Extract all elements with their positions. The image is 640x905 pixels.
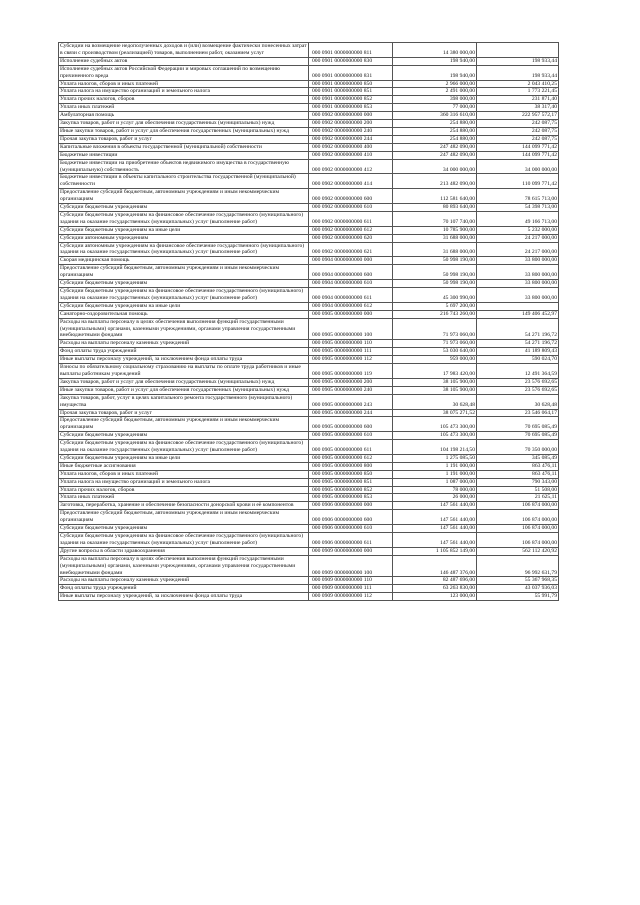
budget-code: 000 0905 0000000000 240 — [309, 386, 393, 394]
planned-amount: 112 581 640,00 — [393, 189, 477, 204]
row-name: Заготовка, переработка, хранение и обеспечение безопасности донорской крови и её компонентов — [59, 502, 309, 510]
table-row — [59, 340, 559, 348]
table-row — [59, 302, 559, 310]
executed-amount: 144 099 771,42 — [477, 151, 559, 159]
planned-amount: 80 893 640,00 — [393, 204, 477, 212]
executed-amount: 33 800 000,00 — [477, 288, 559, 303]
row-name: Субсидии бюджетным учреждениям — [59, 280, 309, 288]
executed-amount: 863 476,11 — [477, 462, 559, 470]
row-name: Уплата налога на имущество организаций и земельного налога — [59, 478, 309, 486]
executed-amount: 23 546 064,17 — [477, 409, 559, 417]
budget-code: 000 0904 0000000000 600 — [309, 265, 393, 280]
planned-amount: 30 628,48 — [393, 394, 477, 409]
row-name: Иные закупки товаров, работ и услуг для обеспечения государственных (муниципальных) нужд — [59, 386, 309, 394]
budget-code: 000 0902 0000000000 412 — [309, 159, 393, 174]
budget-code: 000 0902 0000000000 244 — [309, 135, 393, 143]
budget-code: 000 0905 0000000000 111 — [309, 348, 393, 356]
planned-amount: 2 491 000,00 — [393, 88, 477, 96]
budget-code: 000 0902 0000000000 611 — [309, 211, 393, 226]
row-name: Бюджетные инвестиции в объекты капитального строительства государственной (муниципальной) собственности — [59, 174, 309, 189]
planned-amount: 1 275 085,50 — [393, 454, 477, 462]
table-row — [59, 127, 559, 135]
table-row — [59, 378, 559, 386]
planned-amount: 31 688 000,00 — [393, 234, 477, 242]
table-row — [59, 593, 559, 601]
budget-code: 000 0902 0000000000 200 — [309, 120, 393, 128]
row-name: Иные выплаты персоналу учреждений, за исключением фонда оплаты труда — [59, 356, 309, 364]
table-row — [59, 80, 559, 88]
row-name: Прочая закупка товаров, работ и услуг — [59, 135, 309, 143]
executed-amount: 33 800 000,00 — [477, 257, 559, 265]
table-row — [59, 151, 559, 159]
executed-amount: 51 508,00 — [477, 486, 559, 494]
executed-amount: 24 217 000,00 — [477, 242, 559, 257]
budget-code: 000 0905 0000000000 243 — [309, 394, 393, 409]
table-row — [59, 211, 559, 226]
executed-amount: 78 615 713,00 — [477, 189, 559, 204]
executed-amount: 54 271 196,72 — [477, 340, 559, 348]
budget-execution-sheet — [58, 42, 558, 601]
planned-amount: 105 473 300,00 — [393, 417, 477, 432]
table-row — [59, 88, 559, 96]
executed-amount: 144 099 771,42 — [477, 143, 559, 151]
budget-code: 000 0902 0000000000 240 — [309, 127, 393, 135]
budget-code: 000 0909 0000000000 000 — [309, 547, 393, 555]
row-name: Капитальные вложения в объекты государственной (муниципальной) собственности — [59, 143, 309, 151]
budget-code: 000 0905 0000000000 000 — [309, 310, 393, 318]
row-name: Скорая медицинская помощь — [59, 257, 309, 265]
table-row — [59, 104, 559, 112]
budget-code: 000 0905 0000000000 244 — [309, 409, 393, 417]
budget-code: 000 0902 0000000000 612 — [309, 226, 393, 234]
table-row — [59, 462, 559, 470]
row-name: Уплата налога на имущество организаций и земельного налога — [59, 88, 309, 96]
planned-amount: 31 688 000,00 — [393, 242, 477, 257]
row-name: Предоставление субсидий бюджетным, автономным учреждениям и иным некоммерческим организациям — [59, 189, 309, 204]
table-row — [59, 494, 559, 502]
executed-amount: 24 217 000,00 — [477, 234, 559, 242]
planned-amount: 78 000,00 — [393, 486, 477, 494]
table-row — [59, 394, 559, 409]
planned-amount: 1 105 852 149,00 — [393, 547, 477, 555]
executed-amount — [477, 43, 559, 58]
executed-amount: 96 992 631,79 — [477, 555, 559, 577]
executed-amount: 198 933,44 — [477, 65, 559, 80]
budget-code: 000 0905 0000000000 612 — [309, 454, 393, 462]
planned-amount: 63 263 830,00 — [393, 585, 477, 593]
row-name: Предоставление субсидий бюджетным, автономным учреждениям и иным некоммерческим организациям — [59, 265, 309, 280]
executed-amount: 231 871,40 — [477, 96, 559, 104]
planned-amount: 147 561 440,00 — [393, 533, 477, 548]
executed-amount: 222 957 572,17 — [477, 112, 559, 120]
executed-amount: 41 189 809,43 — [477, 348, 559, 356]
row-name: Санаторно-оздоровительная помощь — [59, 310, 309, 318]
executed-amount: 23 576 692,65 — [477, 378, 559, 386]
planned-amount: 254 880,00 — [393, 120, 477, 128]
row-name: Иные бюджетные ассигнования — [59, 462, 309, 470]
budget-code: 000 0901 0000000000 850 — [309, 80, 393, 88]
budget-code: 000 0904 0000000000 000 — [309, 257, 393, 265]
table-row — [59, 257, 559, 265]
table-row — [59, 386, 559, 394]
planned-amount: 1 191 000,00 — [393, 462, 477, 470]
planned-amount: 198 940,00 — [393, 65, 477, 80]
executed-amount: 54 398 713,00 — [477, 204, 559, 212]
table-row — [59, 120, 559, 128]
planned-amount: 146 487 376,00 — [393, 555, 477, 577]
executed-amount: 2 043 410,25 — [477, 80, 559, 88]
budget-code: 000 0901 0000000000 852 — [309, 96, 393, 104]
row-name: Субсидии бюджетным учреждениям — [59, 204, 309, 212]
executed-amount: 23 576 692,65 — [477, 386, 559, 394]
budget-code: 000 0901 0000000000 831 — [309, 65, 393, 80]
row-name: Субсидии бюджетным учреждениям — [59, 525, 309, 533]
table-row — [59, 318, 559, 340]
row-name: Субсидии бюджетным учреждениям — [59, 432, 309, 440]
executed-amount — [477, 302, 559, 310]
executed-amount: 55 991,79 — [477, 593, 559, 601]
row-name: Субсидии бюджетным учреждениям на финансовое обеспечение государственного (муниципального) задания на оказание государственных (муниципальных) услуг (выполнение работ) — [59, 288, 309, 303]
planned-amount: 50 998 190,00 — [393, 280, 477, 288]
table-row — [59, 454, 559, 462]
budget-code: 000 0905 0000000000 800 — [309, 462, 393, 470]
planned-amount: 147 561 440,00 — [393, 525, 477, 533]
executed-amount: 70 695 085,49 — [477, 432, 559, 440]
row-name: Бюджетные инвестиции — [59, 151, 309, 159]
budget-code: 000 0909 0000000000 110 — [309, 577, 393, 585]
table-row — [59, 409, 559, 417]
row-name: Уплата налогов, сборов и иных платежей — [59, 470, 309, 478]
table-row — [59, 502, 559, 510]
budget-code: 000 0902 0000000000 400 — [309, 143, 393, 151]
table-row — [59, 356, 559, 364]
table-row — [59, 43, 559, 58]
planned-amount: 71 973 060,00 — [393, 318, 477, 340]
planned-amount: 14 380 000,00 — [393, 43, 477, 58]
budget-code: 000 0905 0000000000 850 — [309, 470, 393, 478]
planned-amount: 213 482 090,00 — [393, 174, 477, 189]
budget-code: 000 0902 0000000000 600 — [309, 189, 393, 204]
row-name: Субсидии бюджетным учреждениям на иные цели — [59, 302, 309, 310]
row-name: Иные выплаты персоналу учреждений, за исключением фонда оплаты труда — [59, 593, 309, 601]
table-row — [59, 143, 559, 151]
planned-amount: 2 966 000,00 — [393, 80, 477, 88]
budget-code: 000 0904 0000000000 610 — [309, 280, 393, 288]
planned-amount: 254 880,00 — [393, 135, 477, 143]
planned-amount: 398 000,00 — [393, 96, 477, 104]
budget-code: 000 0906 0000000000 000 — [309, 502, 393, 510]
planned-amount: 71 973 060,00 — [393, 340, 477, 348]
planned-amount: 50 998 190,00 — [393, 265, 477, 280]
executed-amount: 12 491 364,59 — [477, 364, 559, 379]
row-name: Субсидии бюджетным учреждениям на финансовое обеспечение государственного (муниципального) задания на оказание государственных (муниципальных) услуг (выполнение работ) — [59, 533, 309, 548]
executed-amount: 149 406 452,97 — [477, 310, 559, 318]
table-row — [59, 585, 559, 593]
planned-amount: 105 473 300,00 — [393, 432, 477, 440]
planned-amount: 104 198 214,50 — [393, 440, 477, 455]
table-row — [59, 533, 559, 548]
planned-amount: 198 940,00 — [393, 57, 477, 65]
row-name: Уплата иных платежей — [59, 494, 309, 502]
budget-code: 000 0902 0000000000 414 — [309, 174, 393, 189]
budget-code: 000 0906 0000000000 610 — [309, 525, 393, 533]
row-name: Фонд оплаты труда учреждений — [59, 585, 309, 593]
planned-amount: 5 697 200,00 — [393, 302, 477, 310]
row-name: Расходы на выплаты персоналу в целях обеспечения выполнения функций государственными (муниципальными) органами, казенными учреждениями, органами управления государственными внебюджетными фондами — [59, 318, 309, 340]
planned-amount: 147 561 440,00 — [393, 510, 477, 525]
budget-code: 000 0905 0000000000 112 — [309, 356, 393, 364]
row-name: Расходы на выплаты персоналу казенных учреждений — [59, 577, 309, 585]
row-name: Иные закупки товаров, работ и услуг для обеспечения государственных (муниципальных) нужд — [59, 127, 309, 135]
planned-amount: 959 000,00 — [393, 356, 477, 364]
planned-amount: 26 000,00 — [393, 494, 477, 502]
executed-amount: 590 024,70 — [477, 356, 559, 364]
table-row — [59, 265, 559, 280]
budget-code: 000 0905 0000000000 110 — [309, 340, 393, 348]
planned-amount: 360 316 610,00 — [393, 112, 477, 120]
executed-amount: 43 037 936,03 — [477, 585, 559, 593]
budget-table — [58, 42, 559, 601]
executed-amount: 106 874 000,00 — [477, 533, 559, 548]
budget-code: 000 0901 0000000000 851 — [309, 88, 393, 96]
row-name: Субсидии бюджетным учреждениям на финансовое обеспечение государственного (муниципального) задания на оказание государственных (муниципальных) услуг (выполнение работ) — [59, 440, 309, 455]
row-name: Уплата прочих налогов, сборов — [59, 486, 309, 494]
table-row — [59, 510, 559, 525]
row-name: Расходы на выплаты персоналу казенных учреждений — [59, 340, 309, 348]
row-name: Субсидии автономным учреждениям на финансовое обеспечение государственного (муниципального) задания на оказание государственных (муниципальных) услуг (выполнение работ) — [59, 242, 309, 257]
table-row — [59, 226, 559, 234]
table-row — [59, 204, 559, 212]
executed-amount: 562 112 420,92 — [477, 547, 559, 555]
row-name: Закупка товаров, работ и услуг для обеспечения государственных (муниципальных) нужд — [59, 378, 309, 386]
row-name: Расходы на выплаты персоналу в целях обеспечения выполнения функций государственными (муниципальными) органами, казенными учреждениями, органами управления государственными внебюджетными фондами — [59, 555, 309, 577]
planned-amount: 34 000 000,00 — [393, 159, 477, 174]
planned-amount: 38 075 271,52 — [393, 409, 477, 417]
executed-amount: 38 317,40 — [477, 104, 559, 112]
executed-amount: 242 087,75 — [477, 135, 559, 143]
row-name: Субсидии на возмещение недополученных доходов и (или) возмещение фактически понесенных затрат в связи с производством (реализацией) товаров, выполнением работ, оказанием услуг — [60, 43, 307, 56]
budget-code: 000 0905 0000000000 851 — [309, 478, 393, 486]
table-row — [59, 57, 559, 65]
executed-amount: 33 800 000,00 — [477, 280, 559, 288]
table-row — [59, 234, 559, 242]
planned-amount: 38 105 900,00 — [393, 378, 477, 386]
row-name: Фонд оплаты труда учреждений — [59, 348, 309, 356]
planned-amount: 10 785 900,00 — [393, 226, 477, 234]
table-row — [59, 478, 559, 486]
planned-amount: 70 107 740,00 — [393, 211, 477, 226]
budget-code: 000 0902 0000000000 620 — [309, 234, 393, 242]
table-row — [59, 112, 559, 120]
planned-amount: 53 030 640,00 — [393, 348, 477, 356]
budget-code: 000 0905 0000000000 853 — [309, 494, 393, 502]
planned-amount: 38 105 900,00 — [393, 386, 477, 394]
table-row — [59, 159, 559, 174]
executed-amount: 1 773 221,45 — [477, 88, 559, 96]
budget-code: 000 0909 0000000000 111 — [309, 585, 393, 593]
budget-code: 000 0901 0000000000 830 — [309, 57, 393, 65]
table-row — [59, 486, 559, 494]
table-row — [59, 432, 559, 440]
table-row — [59, 440, 559, 455]
planned-amount: 216 743 260,00 — [393, 310, 477, 318]
row-name: Субсидии бюджетным учреждениям на иные цели — [59, 454, 309, 462]
planned-amount: 1 191 000,00 — [393, 470, 477, 478]
budget-code: 000 0902 0000000000 000 — [309, 112, 393, 120]
table-row — [59, 135, 559, 143]
planned-amount: 50 998 190,00 — [393, 257, 477, 265]
budget-code: 000 0905 0000000000 200 — [309, 378, 393, 386]
executed-amount: 34 000 000,00 — [477, 159, 559, 174]
executed-amount: 70 350 000,00 — [477, 440, 559, 455]
budget-code: 000 0909 0000000000 112 — [309, 593, 393, 601]
table-row — [59, 174, 559, 189]
planned-amount: 147 561 440,00 — [393, 502, 477, 510]
executed-amount: 49 166 713,00 — [477, 211, 559, 226]
row-name: Взносы по обязательному социальному страхованию на выплаты по оплате труда работников и иные выплаты работникам учреждений — [59, 364, 309, 379]
executed-amount: 5 232 000,00 — [477, 226, 559, 234]
planned-amount: 247 482 090,00 — [393, 143, 477, 151]
table-row — [59, 65, 559, 80]
table-row — [59, 525, 559, 533]
budget-code: 000 0902 0000000000 410 — [309, 151, 393, 159]
table-row — [59, 547, 559, 555]
row-name: Другие вопросы в области здравоохранения — [59, 547, 309, 555]
executed-amount: 106 874 000,00 — [477, 502, 559, 510]
table-row — [59, 280, 559, 288]
planned-amount: 254 880,00 — [393, 127, 477, 135]
budget-code: 000 0905 0000000000 600 — [309, 417, 393, 432]
row-name: Уплата иных платежей — [59, 104, 309, 112]
executed-amount: 198 933,44 — [477, 57, 559, 65]
planned-amount: 82 487 696,00 — [393, 577, 477, 585]
executed-amount: 21 625,11 — [477, 494, 559, 502]
table-row — [59, 555, 559, 577]
budget-code: 000 0904 0000000000 611 — [309, 288, 393, 303]
planned-amount: 17 983 420,00 — [393, 364, 477, 379]
executed-amount: 242 087,75 — [477, 127, 559, 135]
table-row — [59, 348, 559, 356]
budget-code: 000 0906 0000000000 611 — [309, 533, 393, 548]
table-row — [59, 288, 559, 303]
row-name: Предоставление субсидий бюджетным, автономным учреждениям и иным некоммерческим организациям — [59, 510, 309, 525]
row-name: Субсидии бюджетным учреждениям на иные цели — [59, 226, 309, 234]
planned-amount: 1 087 000,00 — [393, 478, 477, 486]
executed-amount: 30 628,48 — [477, 394, 559, 409]
row-name: Закупка товаров, работ и услуг для обеспечения государственных (муниципальных) нужд — [59, 120, 309, 128]
table-row — [59, 242, 559, 257]
budget-code: 000 0905 0000000000 852 — [309, 486, 393, 494]
planned-amount: 247 482 090,00 — [393, 151, 477, 159]
row-name: Субсидии бюджетным учреждениям на финансовое обеспечение государственного (муниципального) задания на оказание государственных (муниципальных) услуг (выполнение работ) — [59, 211, 309, 226]
executed-amount: 242 087,75 — [477, 120, 559, 128]
row-name: Предоставление субсидий бюджетным, автономным учреждениям и иным некоммерческим организациям — [59, 417, 309, 432]
executed-amount: 790 343,00 — [477, 478, 559, 486]
table-row — [59, 470, 559, 478]
executed-amount: 70 695 085,49 — [477, 417, 559, 432]
executed-amount: 54 271 196,72 — [477, 318, 559, 340]
budget-code: 000 0905 0000000000 100 — [309, 318, 393, 340]
executed-amount: 863 476,11 — [477, 470, 559, 478]
planned-amount: 77 000,00 — [393, 104, 477, 112]
table-row — [59, 96, 559, 104]
row-name: Уплата прочих налогов, сборов — [59, 96, 309, 104]
budget-code: 000 0901 0000000000 811 — [309, 43, 393, 58]
executed-amount: 106 874 000,00 — [477, 525, 559, 533]
executed-amount: 33 800 000,00 — [477, 265, 559, 280]
budget-code: 000 0905 0000000000 611 — [309, 440, 393, 455]
row-name: Уплата налогов, сборов и иных платежей — [59, 80, 309, 88]
row-name: Закупка товаров, работ, услуг в целях капитального ремонта государственного (муниципального) имущества — [59, 394, 309, 409]
row-name: Бюджетные инвестиции на приобретение объектов недвижимого имущества в государственную (муниципальную) собственность — [59, 159, 309, 174]
budget-code: 000 0902 0000000000 621 — [309, 242, 393, 257]
row-name: Исполнение судебных актов Российской Федерации и мировых соглашений по возмещению причиненного вреда — [59, 65, 309, 80]
budget-code: 000 0904 0000000000 612 — [309, 302, 393, 310]
budget-code: 000 0909 0000000000 100 — [309, 555, 393, 577]
planned-amount: 45 300 990,00 — [393, 288, 477, 303]
planned-amount: 123 000,00 — [393, 593, 477, 601]
executed-amount: 345 085,49 — [477, 454, 559, 462]
row-name: Субсидии автономным учреждениям — [59, 234, 309, 242]
table-row — [59, 364, 559, 379]
table-row — [59, 577, 559, 585]
table-row — [59, 189, 559, 204]
budget-table-body — [59, 43, 559, 601]
executed-amount: 106 874 000,00 — [477, 510, 559, 525]
row-name: Прочая закупка товаров, работ и услуг — [59, 409, 309, 417]
budget-code: 000 0901 0000000000 853 — [309, 104, 393, 112]
budget-code: 000 0905 0000000000 610 — [309, 432, 393, 440]
row-name: Исполнение судебных актов — [59, 57, 309, 65]
budget-code: 000 0905 0000000000 119 — [309, 364, 393, 379]
budget-code: 000 0902 0000000000 610 — [309, 204, 393, 212]
executed-amount: 55 367 968,35 — [477, 577, 559, 585]
table-row — [59, 310, 559, 318]
budget-code: 000 0906 0000000000 600 — [309, 510, 393, 525]
executed-amount: 110 099 771,42 — [477, 174, 559, 189]
table-row — [59, 417, 559, 432]
row-name: Амбулаторная помощь — [59, 112, 309, 120]
